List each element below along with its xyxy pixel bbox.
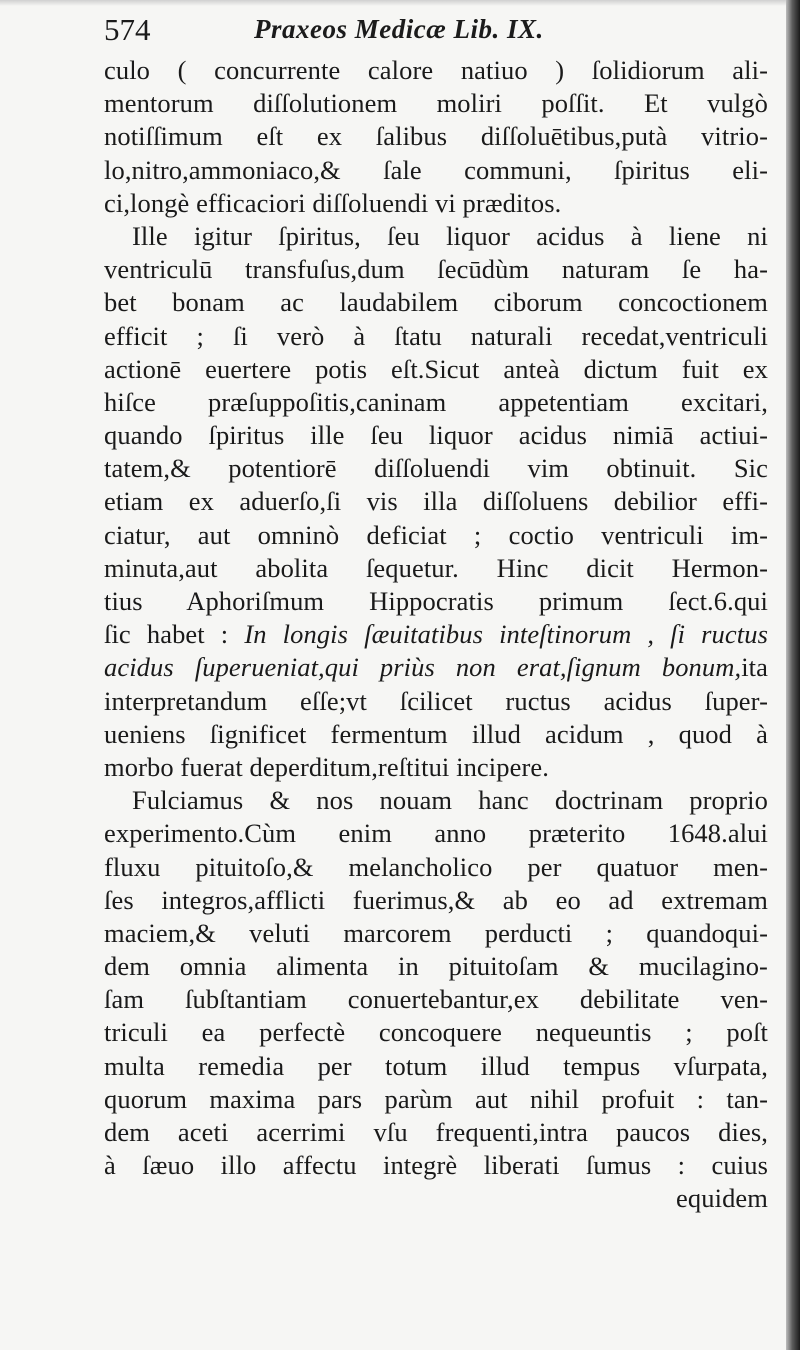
text-line: experimento.Cùm enim anno præterito 1648.alui (104, 818, 768, 849)
text-line: actionē euertere potis eſt.Sicut anteà dictum fuit ex (104, 353, 768, 384)
text-line: morbo fuerat deperditum,reſtitui incipere. (104, 751, 549, 782)
text-line: ueniens ſignificet fermentum illud acidum , quod à (104, 718, 768, 749)
running-head (104, 12, 664, 52)
text-line: ciatur, aut omninò deficiat ; coctio ventriculi im- (104, 519, 768, 550)
text-line: ci,longè efficaciori diſſoluendi vi præditos. (104, 187, 562, 218)
text-line: culo ( concurrente calore natiuo ) ſolidiorum ali- (104, 55, 768, 85)
text-block (104, 54, 768, 1216)
text-line: efficit ; ſi verò à ſtatu naturali recedat,ventriculi (104, 320, 768, 351)
text-line: maciem,& veluti marcorem perducti ; quandoqui- (104, 917, 768, 948)
text-line: mentorum diſſolutionem moliri poſſit. Et vulgò (104, 88, 768, 119)
text-line: ſes integros,afflicti fuerimus,& ab eo ad extremam (104, 884, 768, 915)
text-line: à ſæuo illo affectu integrè liberati ſumus : cuius (104, 1150, 768, 1181)
text-line: dem omnia alimenta in pituitoſam & mucilagino- (104, 951, 768, 982)
text-line: fluxu pituitoſo,& melancholico per quatuor men- (104, 851, 768, 882)
text-line: tatem,& potentiorē diſſoluendi vim obtinuit. Sic (104, 453, 768, 484)
catchword: equidem (676, 1183, 768, 1214)
running-title: Praxeos Medicæ Lib. IX. (254, 14, 544, 44)
paragraph-first-line: Ille igitur ſpiritus, ſeu liquor acidus à liene ni (132, 220, 768, 251)
text-line: dem aceti acerrimi vſu frequenti,intra paucos dies, (104, 1117, 768, 1147)
quotation-tail: ita (741, 652, 768, 683)
text-line: quando ſpiritus ille ſeu liquor acidus nimiā actiui- (104, 420, 768, 451)
text-line-with-quotation (104, 651, 768, 684)
text-line: multa remedia per totum illud tempus vſurpata, (104, 1050, 768, 1081)
text-line: lo,nitro,ammoniaco,& ſale communi, ſpiritus eli- (104, 154, 768, 185)
page-number: 574 (104, 12, 151, 47)
text-line: ſam ſubſtantiam conuertebantur,ex debilitate ven- (104, 984, 768, 1015)
binding-edge (786, 0, 800, 1350)
text-line: notiſſimum eſt ex ſalibus diſſoluētibus,putà vitrio- (104, 121, 768, 152)
text-line: bet bonam ac laudabilem ciborum concoctionem (104, 287, 768, 318)
text-line: quorum maxima pars parùm aut nihil profuit : tan- (104, 1083, 768, 1114)
aphorism-quotation: In longis ſæuitatibus inteſtinorum , ſi ructus (244, 619, 768, 650)
text-line: hiſce præſuppoſitis,caninam appetentiam excitari, (104, 386, 768, 417)
aphorism-quotation: acidus ſuperueniat,qui priùs non erat,ſignum bonum, (104, 652, 742, 683)
text-line: tius Aphoriſmum Hippocratis primum ſect.6.qui (104, 586, 768, 616)
text-line: interpretandum eſſe;vt ſcilicet ructus acidus ſuper- (104, 685, 768, 716)
text-line: etiam ex aduerſo,ſi vis illa diſſoluens debilior effi- (104, 486, 768, 517)
quotation-lead: ſic habet : (104, 619, 245, 650)
text-line: ventriculū transfuſus,dum ſecūdùm naturam ſe ha- (104, 254, 768, 285)
paragraph-first-line: Fulciamus & nos nouam hanc doctrinam proprio (132, 785, 768, 816)
text-line: triculi ea perfectè concoquere nequeuntis ; poſt (104, 1017, 768, 1048)
page-top-shadow (0, 0, 800, 6)
text-line-with-quotation (104, 618, 768, 651)
text-line: minuta,aut abolita ſequetur. Hinc dicit Hermon- (104, 552, 768, 583)
